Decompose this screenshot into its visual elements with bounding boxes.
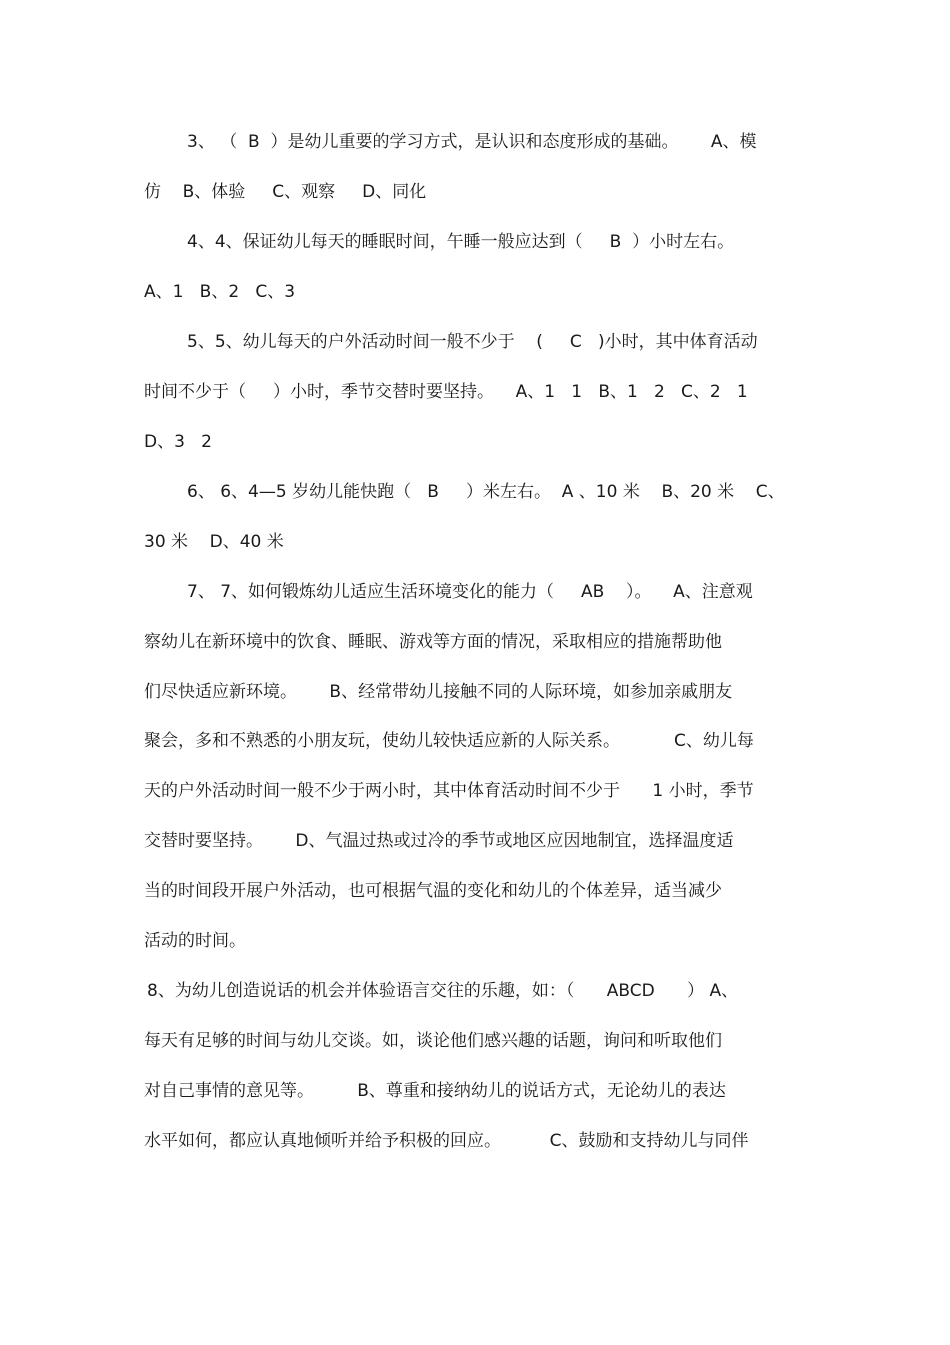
text-line: 7、 7、如何锻炼幼儿适应生活环境变化的能力（ AB ）。 A、注意观 xyxy=(187,582,753,602)
text-line: 5、5、幼儿每天的户外活动时间一般不少于 ( C )小时，其中体育活动 xyxy=(187,332,758,352)
text-line: 活动的时间。 xyxy=(144,931,246,951)
text-line: 3、 （ B ）是幼儿重要的学习方式，是认识和态度形成的基础。 A、模 xyxy=(187,132,757,152)
text-line: 每天有足够的时间与幼儿交谈。如，谈论他们感兴趣的话题，询问和听取他们 xyxy=(144,1031,722,1051)
text-line: A、1 B、2 C、3 xyxy=(144,282,296,302)
text-line: 交替时要坚持。 D、气温过热或过冷的季节或地区应因地制宜，选择温度适 xyxy=(144,831,734,851)
text-line: 聚会，多和不熟悉的小朋友玩，使幼儿较快适应新的人际关系。 C、幼儿每 xyxy=(144,731,754,751)
text-line: 察幼儿在新环境中的饮食、睡眠、游戏等方面的情况，采取相应的措施帮助他 xyxy=(144,632,722,652)
text-line: 6、 6、4—5 岁幼儿能快跑（ B ）米左右。 A 、10 米 B、20 米 C、 xyxy=(187,482,785,502)
text-line: 对自己事情的意见等。 B、尊重和接纳幼儿的说话方式，无论幼儿的表达 xyxy=(144,1081,726,1101)
text-line: 天的户外活动时间一般不少于两小时，其中体育活动时间不少于 1 小时，季节 xyxy=(144,781,754,801)
text-line: 们尽快适应新环境。 B、经常带幼儿接触不同的人际环境，如参加亲戚朋友 xyxy=(144,682,733,702)
text-line: 水平如何，都应认真地倾听并给予积极的回应。 C、鼓励和支持幼儿与同伴 xyxy=(144,1131,749,1151)
text-line: D、3 2 xyxy=(144,432,212,452)
text-line: 8、为幼儿创造说话的机会并体验语言交往的乐趣，如：（ ABCD ） A、 xyxy=(147,981,739,1001)
text-line: 仿 B、体验 C、观察 D、同化 xyxy=(144,182,427,202)
text-line: 时间不少于（ ）小时，季节交替时要坚持。 A、1 1 B、1 2 C、2 1 xyxy=(144,382,748,402)
text-line: 当的时间段开展户外活动，也可根据气温的变化和幼儿的个体差异，适当减少 xyxy=(144,881,722,901)
text-line: 4、4、保证幼儿每天的睡眠时间，午睡一般应达到（ B ）小时左右。 xyxy=(187,232,735,252)
text-line: 30 米 D、40 米 xyxy=(144,532,284,552)
